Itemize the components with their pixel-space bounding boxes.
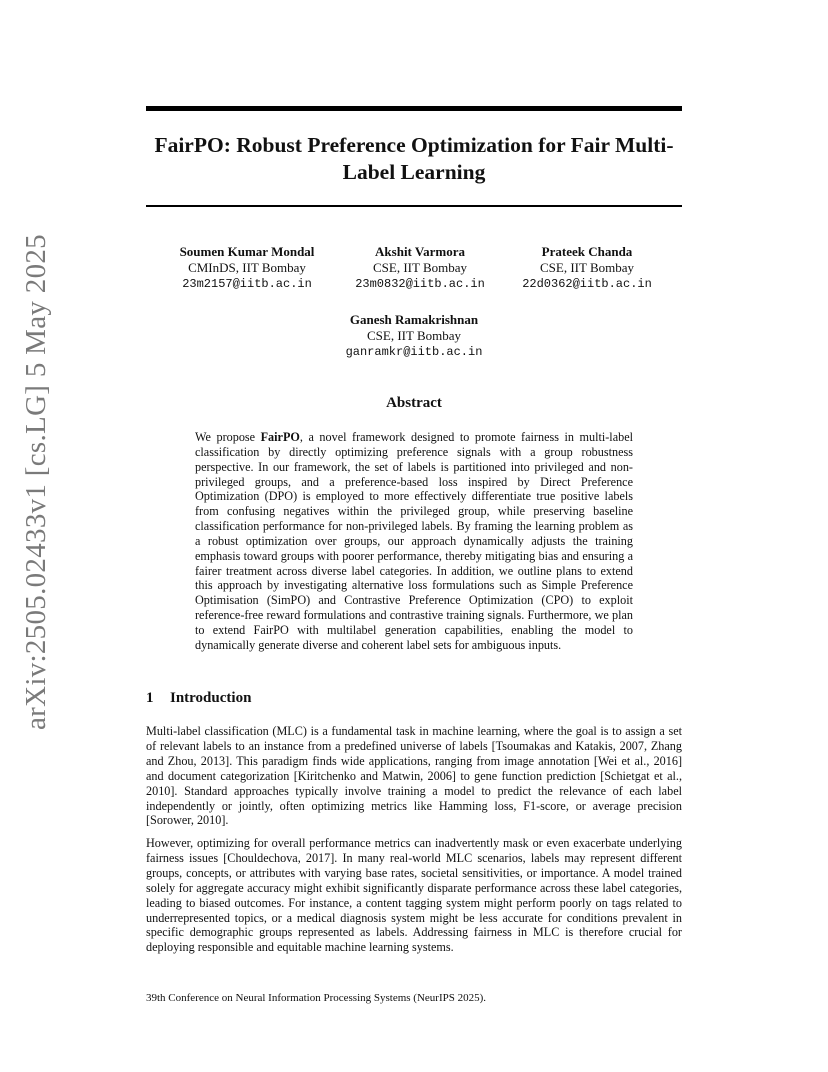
paragraph: Multi-label classification (MLC) is a fundamental task in machine learning, where the goal is to assign a set of relevant labels to an instance from a predefined universe of labels [Tsoumakas and Katakis, 2007, Zhang and Zhou, 2013]. This paradigm finds wide applications, ranging from image annotation [Wei et al., 2016] and document categorization [Kiritchenko and Matwin, 2006] to gene function prediction [Schietgat et al., 2010]. Standard approaches typically involve training a model to predict the relevance of each label independently or jointly, often optimizing metrics like Hamming loss, F1-score, or average precision [Sorower, 2010]. xyxy=(146,724,682,828)
abstract-text xyxy=(195,430,633,653)
section-title: Introduction xyxy=(170,690,252,706)
author-affiliation: CSE, IIT Bombay xyxy=(372,260,467,275)
author-block xyxy=(492,244,682,292)
abstract-lead: We propose xyxy=(195,430,261,444)
author-block xyxy=(319,312,509,360)
author-affiliation: CSE, IIT Bombay xyxy=(366,328,461,343)
abstract-body: , a novel framework designed to promote fairness in multi-label classification by directly optimizing preference signals with a group robustness perspective. In our framework, the set of labels is partitioned into privileged and non-privileged groups, and a preference-based loss inspired by Direct Preference Optimization (DPO) is employed to more effectively differentiate true positive labels from confusing negatives within the privileged group, while preserving baseline classification performance for non-privileged labels. By framing the learning problem as a robust optimization over groups, our approach dynamically adjusts the training emphasis toward groups with poorer performance, thereby mitigating bias and ensuring a fairer treatment across diverse label categories. In addition, we outline plans to extend this approach by investigating alternative loss formulations such as Simple Preference Optimisation (SimPO) and Contrastive Preference Optimization (CPO) to exploit reference-free reward formulations and contrastive training signals. Furthermore, we plan to extend FairPO with multilabel generation capabilities, enabling the model to dynamically generate diverse and coherent label sets for ambiguous inputs. xyxy=(195,430,633,652)
section-heading xyxy=(146,690,251,707)
arxiv-stamp-text: arXiv:2505.02433v1 [cs.LG] 5 May 2025 xyxy=(20,234,52,730)
paper-title: FairPO: Robust Preference Optimization for Fair Multi-Label Learning xyxy=(154,133,674,184)
author-name: Soumen Kumar Mondal xyxy=(179,244,315,259)
author-name: Ganesh Ramakrishnan xyxy=(349,312,479,327)
author-email[interactable]: 23m2157@iitb.ac.in xyxy=(182,277,312,291)
title-rule-bottom xyxy=(146,205,682,207)
paragraph: However, optimizing for overall performance metrics can inadvertently mask or even exacerbate underlying fairness issues [Chouldechova, 2017]. In many real-world MLC scenarios, labels may represent different groups, concepts, or attributes with varying base rates, societal sensitivities, or importance. A model trained solely for aggregate accuracy might exhibit significantly disparate performance across these label categories, leading to biased outcomes. For instance, a content tagging system might perform poorly on tags related to underrepresented topics, or a medical diagnosis system might be less accurate for conditions prevalent in specific demographic groups represented as labels. Addressing fairness in MLC is therefore crucial for deploying responsible and equitable machine learning systems. xyxy=(146,836,682,955)
author-affiliation: CSE, IIT Bombay xyxy=(539,260,634,275)
conference-footnote: 39th Conference on Neural Information Processing Systems (NeurIPS 2025). xyxy=(146,992,487,1004)
abstract-heading: Abstract xyxy=(386,395,442,411)
abstract-method-name: FairPO xyxy=(260,430,300,444)
section-number: 1 xyxy=(146,690,154,706)
author-email[interactable]: ganramkr@iitb.ac.in xyxy=(345,345,483,359)
author-name: Akshit Varmora xyxy=(375,244,465,259)
author-block xyxy=(325,244,515,292)
author-affiliation: CMInDS, IIT Bombay xyxy=(188,260,306,275)
author-email[interactable]: 23m0832@iitb.ac.in xyxy=(355,277,485,291)
title-rule-top xyxy=(146,106,682,111)
author-block xyxy=(152,244,342,292)
author-email[interactable]: 22d0362@iitb.ac.in xyxy=(522,277,652,291)
author-name: Prateek Chanda xyxy=(541,244,633,259)
